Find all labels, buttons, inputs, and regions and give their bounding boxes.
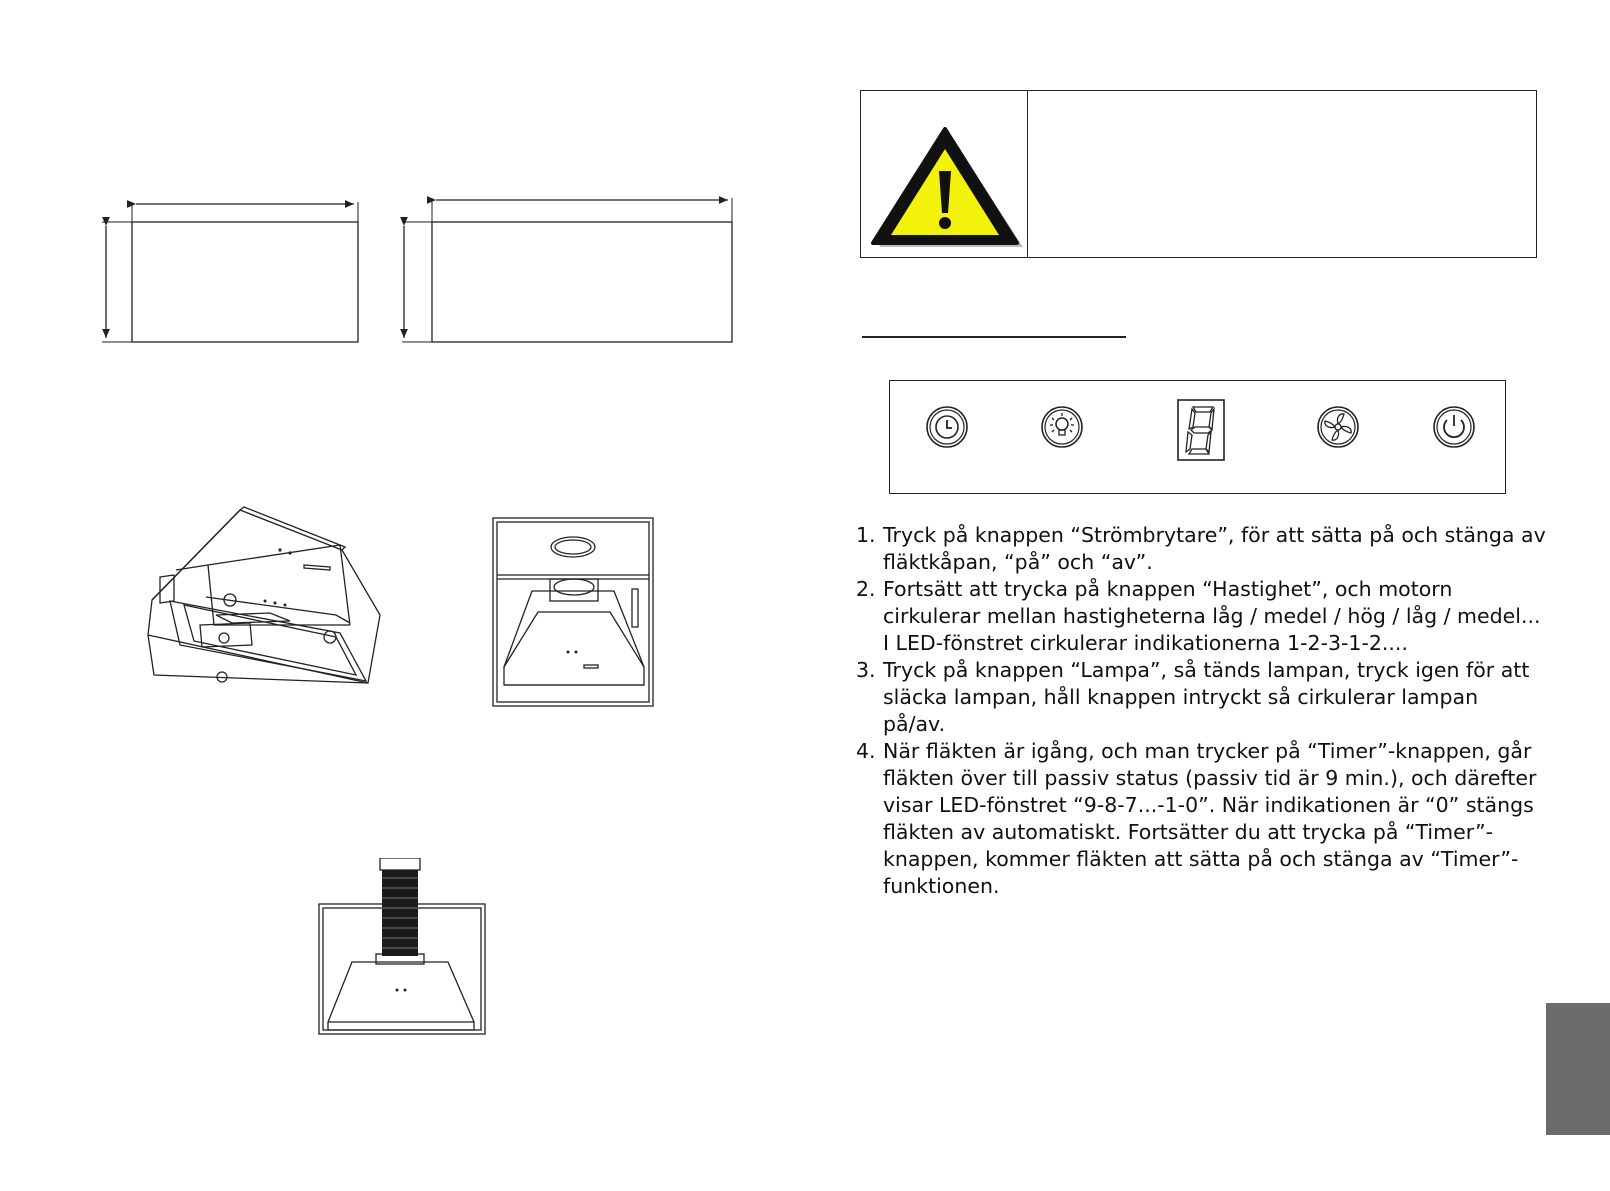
instruction-item <box>856 657 1546 738</box>
page-edge-tab <box>1546 1003 1610 1135</box>
hood-cabinet-front-illustration <box>492 517 654 707</box>
warning-box <box>860 90 1537 258</box>
hood-duct-illustration <box>318 858 488 1036</box>
instruction-text: När fläkten är igång, och man trycker på “Timer”-knappen, går fläkten över till passiv status (passiv tid är 9 min.), och därefter visar LED-fönstret “9-8-7...-1-0”. När indikationen är “0” stängs fläkten av automatiskt. Fortsätter du att trycka på “Timer”-knappen, kommer fläkten att sätta på och stänga av “Timer”-funktionen. <box>883 739 1537 898</box>
led-display <box>1177 399 1225 461</box>
instruction-number: 1. <box>856 523 876 547</box>
instruction-item <box>856 738 1546 900</box>
dimension-diagram-right <box>396 190 742 350</box>
instruction-text: Fortsätt att trycka på knappen “Hastighet”, och motorn cirkulerar mellan hastigheterna låg / medel / hög / låg / medel... I LED-fönstret cirkulerar indikationerna 1-2-3-1-2.... <box>883 577 1541 655</box>
fan-speed-icon <box>1316 405 1360 449</box>
instruction-item <box>856 576 1546 657</box>
instruction-number: 2. <box>856 577 876 601</box>
control-panel-diagram <box>889 380 1506 494</box>
instruction-text: Tryck på knappen “Strömbrytare”, för att sätta på och stänga av fläktkåpan, “på” och “av”. <box>883 523 1546 574</box>
section-heading-underline <box>862 336 1126 338</box>
instruction-number: 3. <box>856 658 876 682</box>
timer-icon <box>925 405 969 449</box>
lamp-icon <box>1040 405 1084 449</box>
warning-box-divider <box>1027 91 1028 257</box>
instructions-list <box>856 522 1546 900</box>
warning-triangle-icon <box>871 127 1025 247</box>
instruction-item <box>856 522 1546 576</box>
hood-perspective-illustration <box>140 505 390 685</box>
dimension-diagram-left <box>96 190 366 350</box>
power-icon <box>1432 405 1476 449</box>
instruction-number: 4. <box>856 739 876 763</box>
instruction-text: Tryck på knappen “Lampa”, så tänds lampan, tryck igen för att släcka lampan, håll knappen intryckt så cirkulerar lampan på/av. <box>883 658 1530 736</box>
